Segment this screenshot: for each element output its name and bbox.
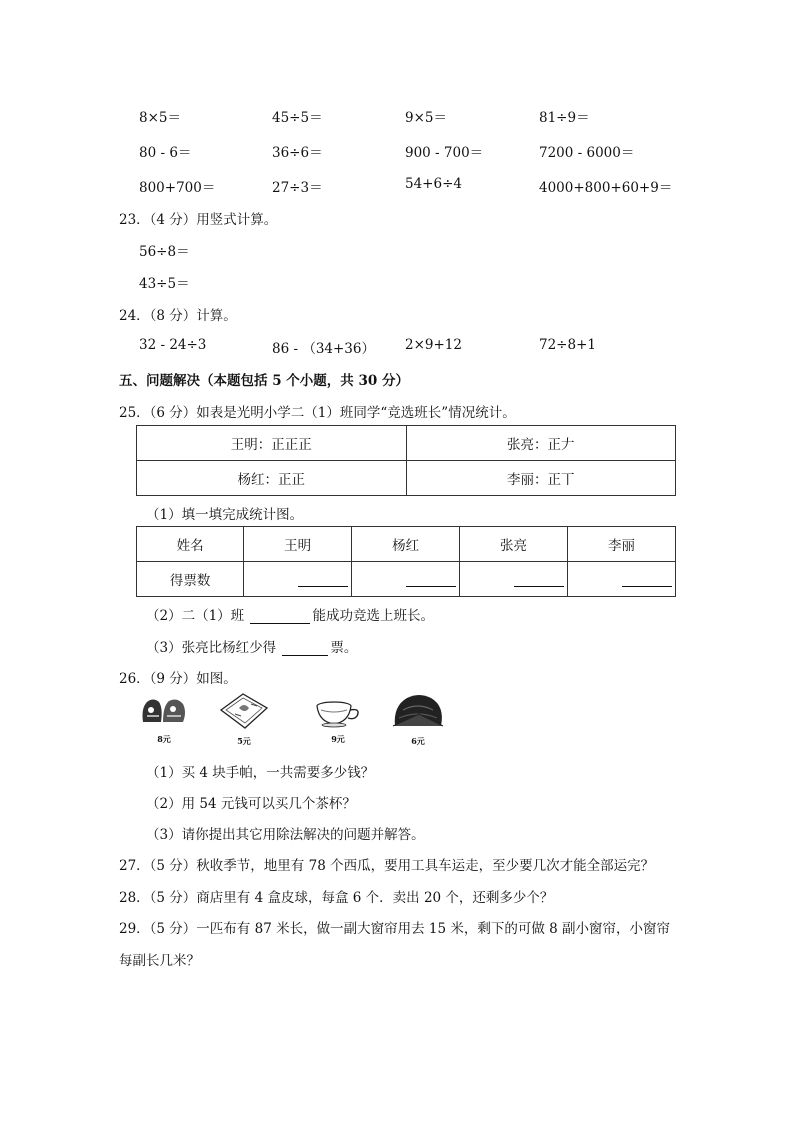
oral-calc-item: 80 - 6＝ bbox=[139, 145, 192, 161]
oral-calc-item: 7200 - 6000＝ bbox=[539, 145, 635, 161]
vote-count-cell[interactable] bbox=[568, 562, 676, 597]
answer-blank[interactable] bbox=[622, 572, 672, 587]
q26-sub2: （2）用 54 元钱可以买几个茶杯？ bbox=[146, 796, 356, 812]
q25-sub3-suffix: 票。 bbox=[330, 640, 358, 656]
question-26-title: 26．（9 分）如图。 bbox=[119, 671, 237, 687]
tally-cell: 张亮：正𠂇 bbox=[406, 426, 676, 461]
oral-calc-row-2 bbox=[139, 141, 739, 161]
question-23-title: 23．（4 分）用竖式计算。 bbox=[119, 212, 278, 228]
product-handkerchief bbox=[216, 692, 272, 747]
question-29-line-2: 每副长几米？ bbox=[119, 953, 200, 969]
q26-sub3: （3）请你提出其它用除法解决的问题并解答。 bbox=[146, 827, 425, 843]
q25-sub2-suffix: 能成功竞选上班长。 bbox=[312, 608, 434, 624]
stat-row-label: 得票数 bbox=[137, 562, 244, 597]
section-5-heading: 五、问题解决（本题包括 5 个小题，共 30 分） bbox=[119, 373, 409, 389]
tally-table bbox=[136, 425, 676, 496]
stat-header-cell: 张亮 bbox=[460, 527, 568, 562]
oral-calc-item: 8×5＝ bbox=[139, 110, 181, 126]
oral-calc-item: 27÷3＝ bbox=[272, 180, 323, 196]
q24-item: 2×9+12 bbox=[405, 337, 462, 353]
question-24-title: 24．（8 分）计算。 bbox=[119, 308, 237, 324]
price-label: 8元 bbox=[157, 734, 171, 744]
q24-item: 32 - 24÷3 bbox=[139, 337, 207, 353]
answer-blank[interactable] bbox=[298, 572, 348, 587]
oral-calc-item: 45÷5＝ bbox=[272, 110, 323, 126]
vote-count-cell[interactable] bbox=[352, 562, 460, 597]
oral-calc-item: 800+700＝ bbox=[139, 180, 216, 196]
oral-calc-item: 81÷9＝ bbox=[539, 110, 590, 126]
teacup-icon bbox=[313, 700, 363, 728]
hat-icon bbox=[389, 692, 447, 730]
product-teacup bbox=[312, 700, 364, 745]
q25-sub2 bbox=[146, 604, 434, 624]
stat-header-cell: 王明 bbox=[244, 527, 352, 562]
handkerchief-icon bbox=[217, 692, 271, 730]
q25-sub3 bbox=[146, 636, 357, 656]
stat-header-cell: 姓名 bbox=[137, 527, 244, 562]
answer-blank[interactable] bbox=[250, 609, 310, 624]
oral-calc-row-1 bbox=[139, 106, 739, 126]
product-hat bbox=[388, 692, 448, 747]
question-29-line-1: 29．（5 分）一匹布有 87 米长，做一副大窗帘用去 15 米，剩下的可做 8 副小窗帘，小窗帘 bbox=[119, 921, 671, 937]
oral-calc-row-3 bbox=[139, 176, 739, 196]
q24-item: 72÷8+1 bbox=[539, 337, 596, 353]
question-25-title: 25．（6 分）如表是光明小学二（1）班同学“竞选班长”情况统计。 bbox=[119, 405, 516, 421]
oral-calc-item: 900 - 700＝ bbox=[405, 145, 484, 161]
tally-cell: 李丽：正丅 bbox=[406, 461, 676, 496]
q24-item: 86 - （34+36） bbox=[272, 341, 375, 357]
oral-calc-item: 9×5＝ bbox=[405, 110, 447, 126]
answer-blank[interactable] bbox=[282, 641, 328, 656]
answer-blank[interactable] bbox=[514, 572, 564, 587]
q23-item: 56÷8＝ bbox=[139, 244, 190, 260]
q26-sub1: （1）买 4 块手帕，一共需要多少钱？ bbox=[146, 765, 375, 781]
q23-item: 43÷5＝ bbox=[139, 276, 190, 292]
vote-stat-table bbox=[136, 526, 676, 597]
tally-cell: 王明：正正正 bbox=[137, 426, 407, 461]
product-gloves bbox=[138, 694, 190, 745]
tally-cell: 杨红：正正 bbox=[137, 461, 407, 496]
q24-row bbox=[139, 337, 739, 357]
oral-calc-item: 4000+800+60+9＝ bbox=[539, 180, 673, 196]
vote-count-cell[interactable] bbox=[460, 562, 568, 597]
stat-header-cell: 杨红 bbox=[352, 527, 460, 562]
question-28: 28．（5 分）商店里有 4 盒皮球，每盒 6 个．卖出 20 个，还剩多少个？ bbox=[119, 890, 554, 906]
oral-calc-item: 36÷6＝ bbox=[272, 145, 323, 161]
price-label: 9元 bbox=[331, 734, 345, 744]
q25-sub2-prefix: （2）二（1）班 bbox=[146, 608, 249, 624]
oral-calc-item: 54+6÷4 bbox=[405, 176, 462, 192]
price-label: 6元 bbox=[411, 736, 425, 746]
q25-sub1: （1）填一填完成统计图。 bbox=[146, 507, 304, 523]
answer-blank[interactable] bbox=[406, 572, 456, 587]
gloves-icon bbox=[139, 694, 189, 728]
price-label: 5元 bbox=[237, 736, 251, 746]
stat-header-cell: 李丽 bbox=[568, 527, 676, 562]
vote-count-cell[interactable] bbox=[244, 562, 352, 597]
q25-sub3-prefix: （3）张亮比杨红少得 bbox=[146, 640, 281, 656]
question-27: 27．（5 分）秋收季节，地里有 78 个西瓜，要用工具车运走，至少要几次才能全部运完？ bbox=[119, 858, 655, 874]
